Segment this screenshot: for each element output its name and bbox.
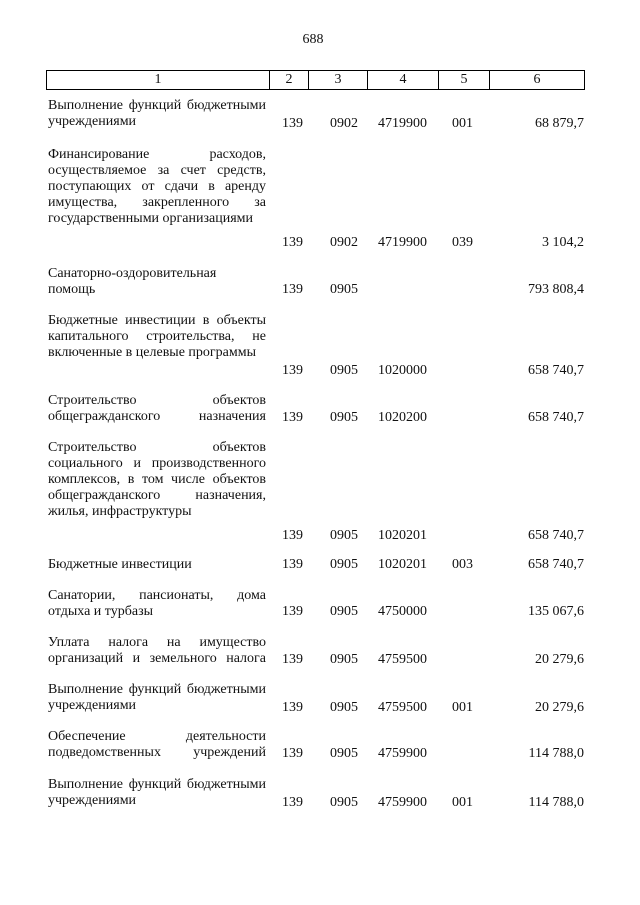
row-col-3: 0905 bbox=[330, 410, 358, 425]
row-col-6: 658 740,7 bbox=[528, 410, 584, 425]
row-description: Строительство объектов общегражданского назначения bbox=[48, 393, 266, 424]
table-row bbox=[0, 635, 640, 671]
row-col-4: 1020200 bbox=[378, 410, 427, 425]
table-row bbox=[0, 147, 640, 250]
row-col-2: 139 bbox=[282, 652, 303, 667]
row-description: Выполнение функций бюджетными учреждениями bbox=[48, 777, 266, 808]
row-col-5: 039 bbox=[452, 235, 473, 250]
table-row bbox=[0, 777, 640, 813]
row-col-3: 0902 bbox=[330, 235, 358, 250]
row-col-4: 4719900 bbox=[378, 116, 427, 131]
row-description: Бюджетные инвестиции bbox=[48, 557, 192, 572]
table-header bbox=[46, 70, 585, 90]
row-col-3: 0905 bbox=[330, 282, 358, 297]
row-col-2: 139 bbox=[282, 700, 303, 715]
row-col-6: 658 740,7 bbox=[528, 363, 584, 378]
header-col-1: 1 bbox=[154, 72, 162, 87]
row-col-2: 139 bbox=[282, 528, 303, 543]
header-col-4: 4 bbox=[367, 71, 438, 89]
row-col-2: 139 bbox=[282, 116, 303, 131]
row-col-6: 20 279,6 bbox=[535, 652, 584, 667]
row-col-2: 139 bbox=[282, 604, 303, 619]
row-col-2: 139 bbox=[282, 363, 303, 378]
row-col-4: 4759900 bbox=[378, 746, 427, 761]
row-col-6: 114 788,0 bbox=[528, 746, 584, 761]
row-col-4: 4750000 bbox=[378, 604, 427, 619]
row-description: Бюджетные инвестиции в объекты капитального строительства, не включенные в целевые программы bbox=[48, 313, 266, 360]
row-col-5: 001 bbox=[452, 700, 473, 715]
row-col-6: 658 740,7 bbox=[528, 557, 584, 572]
row-description: Выполнение функций бюджетными учреждениями bbox=[48, 682, 266, 713]
row-col-3: 0905 bbox=[330, 604, 358, 619]
row-col-4: 4759500 bbox=[378, 700, 427, 715]
table-row bbox=[0, 729, 640, 765]
row-col-3: 0905 bbox=[330, 528, 358, 543]
row-col-3: 0902 bbox=[330, 116, 358, 131]
table-row bbox=[0, 313, 640, 379]
page-number: 688 bbox=[302, 32, 324, 47]
row-col-2: 139 bbox=[282, 235, 303, 250]
row-description: Выполнение функций бюджетными учреждениями bbox=[48, 98, 266, 129]
header-col-3: 3 bbox=[308, 71, 367, 89]
row-col-6: 114 788,0 bbox=[528, 795, 584, 810]
row-col-4: 4759900 bbox=[378, 795, 427, 810]
row-col-6: 793 808,4 bbox=[528, 282, 584, 297]
header-col-6: 6 bbox=[489, 71, 584, 89]
row-col-5: 003 bbox=[452, 557, 473, 572]
row-col-4: 4759500 bbox=[378, 652, 427, 667]
row-col-5: 001 bbox=[452, 116, 473, 131]
row-col-3: 0905 bbox=[330, 363, 358, 378]
row-col-5: 001 bbox=[452, 795, 473, 810]
row-col-3: 0905 bbox=[330, 795, 358, 810]
row-col-4: 1020201 bbox=[378, 557, 427, 572]
row-col-2: 139 bbox=[282, 410, 303, 425]
row-description: Санатории, пансионаты, дома отдыха и турбазы bbox=[48, 588, 266, 619]
row-col-3: 0905 bbox=[330, 746, 358, 761]
table-row bbox=[0, 557, 640, 575]
row-col-6: 135 067,6 bbox=[528, 604, 584, 619]
row-col-4: 1020201 bbox=[378, 528, 427, 543]
row-col-6: 20 279,6 bbox=[535, 700, 584, 715]
row-description: Обеспечение деятельности подведомственных учреждений bbox=[48, 729, 266, 760]
table-row bbox=[0, 682, 640, 718]
row-description: Уплата налога на имущество организаций и земельного налога bbox=[48, 635, 266, 666]
row-col-2: 139 bbox=[282, 557, 303, 572]
row-col-3: 0905 bbox=[330, 557, 358, 572]
table-row bbox=[0, 440, 640, 542]
table-row bbox=[0, 393, 640, 429]
row-col-6: 3 104,2 bbox=[542, 235, 584, 250]
row-col-4: 1020000 bbox=[378, 363, 427, 378]
table-row bbox=[0, 98, 640, 134]
header-col-2: 2 bbox=[269, 71, 308, 89]
row-col-6: 68 879,7 bbox=[535, 116, 584, 131]
row-col-3: 0905 bbox=[330, 700, 358, 715]
row-description: Строительство объектов социального и производственного комплексов, в том числе объектов общегражданского назначения, жилья, инфраструктуры bbox=[48, 440, 266, 519]
row-col-6: 658 740,7 bbox=[528, 528, 584, 543]
table-row bbox=[0, 588, 640, 624]
row-description: Финансирование расходов, осуществляемое за счет средств, поступающих от сдачи в аренду имущества, закрепленного за государственными организациями bbox=[48, 147, 266, 226]
table-row bbox=[0, 266, 640, 302]
row-col-3: 0905 bbox=[330, 652, 358, 667]
row-description: Санаторно-оздоровительная помощь bbox=[48, 266, 217, 297]
row-col-2: 139 bbox=[282, 282, 303, 297]
row-col-2: 139 bbox=[282, 746, 303, 761]
row-col-4: 4719900 bbox=[378, 235, 427, 250]
header-col-5: 5 bbox=[438, 71, 489, 89]
row-col-2: 139 bbox=[282, 795, 303, 810]
